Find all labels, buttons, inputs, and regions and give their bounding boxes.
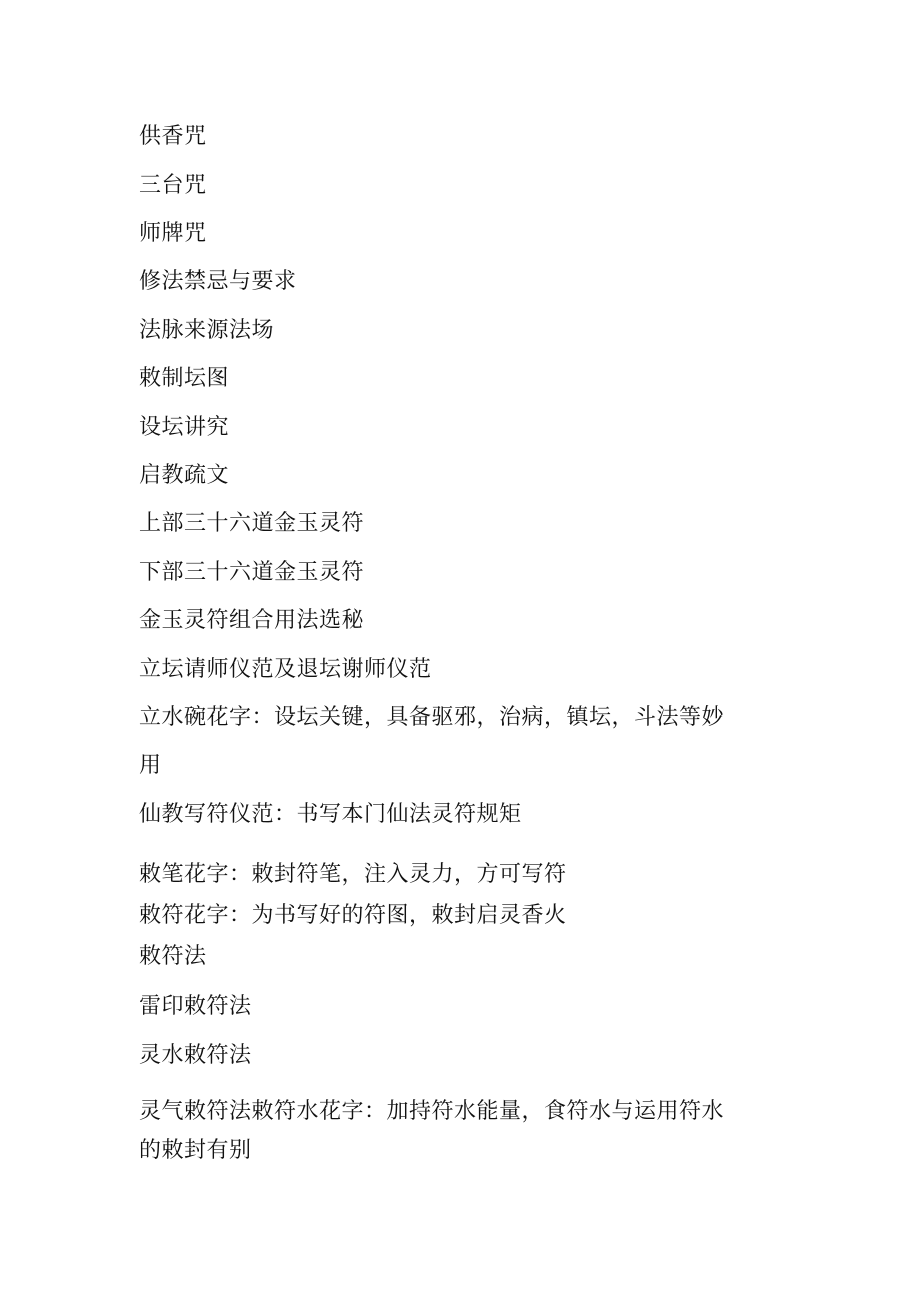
text-line: 下部三十六道金玉灵符: [139, 560, 365, 585]
text-line: 启教疏文: [139, 463, 230, 488]
text-line: 设坛讲究: [139, 415, 230, 440]
text-line: 师牌咒: [139, 221, 207, 246]
text-line: 敕符花字：为书写好的符图，敕封启灵香火: [139, 903, 567, 928]
text-line: 的敕封有别: [139, 1138, 252, 1163]
text-line: 供香咒: [139, 124, 207, 149]
text-line: 灵水敕符法: [139, 1043, 252, 1068]
text-line: 雷印敕符法: [139, 994, 252, 1019]
text-line: 敕笔花字：敕封符笔，注入灵力，方可写符: [139, 862, 567, 887]
text-line: 敕制坛图: [139, 366, 230, 391]
text-line: 上部三十六道金玉灵符: [139, 511, 365, 536]
text-line: 修法禁忌与要求: [139, 269, 297, 294]
text-line: 灵气敕符法敕符水花字：加持符水能量，食符水与运用符水: [139, 1099, 725, 1124]
text-line: 用: [139, 753, 162, 778]
text-line: 敕符法: [139, 944, 207, 969]
text-line: 仙教写符仪范：书写本门仙法灵符规矩: [139, 802, 522, 827]
text-line: 立坛请师仪范及退坛谢师仪范: [139, 657, 432, 682]
text-line: 金玉灵符组合用法选秘: [139, 608, 365, 633]
text-line: 法脉来源法场: [139, 318, 275, 343]
text-line: 立水碗花字：设坛关键，具备驱邪，治病，镇坛，斗法等妙: [139, 705, 725, 730]
text-line: 三台咒: [139, 173, 207, 198]
